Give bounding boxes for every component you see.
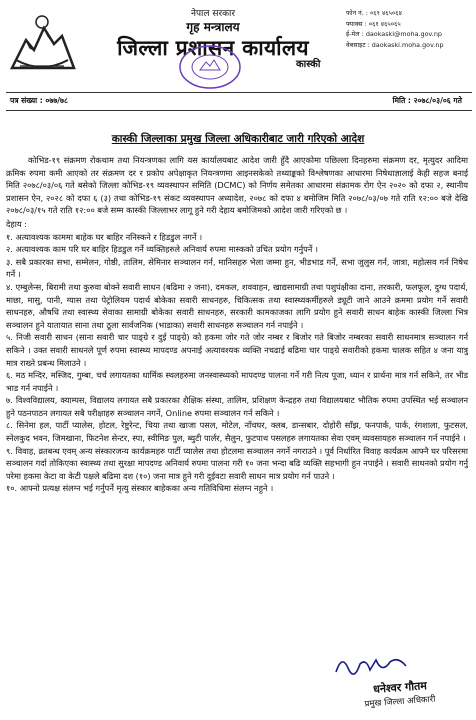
- order-item: ३. सबै प्रकारका सभा, सम्मेलन, गोष्ठी, तालिम, सेमिनार सञ्चालन गर्न, मानिसहरु भेला जम्मा हुन, भीडभाड गर्ने, सभा जुलुस गर्न, जात्रा, महोत्सव गर्न निषेध गर्ने ।: [6, 256, 468, 280]
- header-divider: [6, 92, 472, 93]
- order-item: ७. विश्वविद्यालय, क्याम्पस, विद्यालय लगायत सबै प्रकारका शैक्षिक संस्था, तालिम, प्रशिक्षण केन्द्रहरु तथा विद्यालयबाट भौतिक रुपमा उपस्थित भई सञ्चालन हुने पठनपाठन लगायत सबै परीक्षाहरु सञ्चालन नगर्ने, Online रुपमा सञ्चालन गर्न सकिने ।: [6, 395, 468, 418]
- order-item: ९. विवाह, व्रतबन्ध एवम् अन्य संस्कारजन्य कार्यक्रमहरु पार्टी प्यालेस तथा होटलमा सञ्चालन नगर्ने नगराउने । पूर्व निर्धारित विवाह कार्यक्रम आफ्नै घर परिसरमा सञ्चालन गर्दा तोकिएका स्वास्थ्य तथा सुरक्षा मापदण्ड अनिवार्य रुपमा पालना गरी १० जना भन्दा बढि व्यक्ति सहभागी हुन नपाईने । सवारी साधनको प्रयोग गर्नु परेमा हकमा केटा वा केटी पक्षले बढिमा दश (१०) जना मात्र हुने गरी दुईवटा सवारी साधन मात्र प्रयोग गर्न पाउने ।: [6, 445, 468, 481]
- order-item: २. अत्यावश्यक काम परि घर बाहिर हिडडुल गर्ने व्यक्तिहरुले अनिवार्य रुपमा मास्कको उचित प्रयोग गर्नुपर्ने ।: [6, 244, 319, 255]
- order-item: ४. एम्बुलेन्स, बिरामी तथा कुरुवा बोक्ने सवारी साधन (बढिमा २ जना), दमकल, शववाहन, खाद्यसामाग्री तथा पशुपंक्षीका दाना, तरकारी, फलफूल, दुग्ध पदार्थ, माछा, मासु, पानी, ग्यास तथा पेट्रोलियम पदार्थ बोकेका सवारी साधनहरु, चिकित्सक तथा स्वास्थ्यकर्मीहरुले ड्यूटी जाने आउने क्रममा प्रयोग गर्ने सवारी साधनहरु, औषधि तथा स्वास्थ्य सेवाका सामाग्री बोकेका सवारी साधनहरु, सरकारी कामकाजका लागि प्रयोग हुने सवारी साधन बाहेक कास्की जिल्ला भित्र सञ्चालन हुने यातायात साना तथा ठूला सार्वजनिक (भाडाका) सवारी साधनहरु सञ्चालन गर्न नपाईने ।: [6, 281, 468, 330]
- district-name: कास्की: [296, 59, 321, 70]
- order-body: [6, 154, 468, 495]
- signatory-designation: प्रमुख जिल्ला अधिकारी: [364, 694, 436, 710]
- website-address[interactable]: वेबसाइट : daokaski.moha.gov.np: [346, 40, 444, 49]
- contact-block: [346, 8, 474, 50]
- fax-number: फ्याक्स : ०६१ ४६५०६५: [346, 19, 401, 28]
- nepal-emblem-icon: [6, 10, 78, 74]
- reference-number: पत्र संख्या : ०७७/७८: [10, 96, 68, 105]
- order-item: १. अत्यावश्यक काममा बाहेक घर बाहिर ननिस्कने र हिडडुल नगर्ने ।: [6, 231, 203, 242]
- order-item: १०. आफ्नो प्रत्यक्ष संलग्न भई गर्नुपर्ने मृत्यु संस्कार बाहेकका अन्य गतिविधिमा संलग्न नहुने ।: [6, 483, 274, 494]
- ministry-name: गृह मन्त्रालय: [186, 20, 240, 34]
- order-item: ६. मठ मन्दिर, मस्जिद, गुम्बा, चर्च लगायतका धार्मिक स्थलहरुमा जनस्वास्थ्यको मापदण्ड पालना गर्ने गरी नित्य पूजा, ध्यान र प्रार्थना मात्र गर्न सकिने, तर भीड भाड गर्न नपाईने ।: [6, 370, 468, 393]
- email-address[interactable]: ई-मेल : daokaski@moha.gov.np: [346, 30, 442, 39]
- order-item: ५. निजी सवारी साधन (साना सवारी चार पाङ्ग्रे र दुई पाङ्ग्रे) को हकमा जोर गते जोर नम्बर र बिजोर गते बिजोर नम्बरका सवारी साधनमात्र सञ्चालन गर्न सकिने । उक्त सवारी साधनले पूर्ण रुपमा स्वास्थ्य मापदण्ड अपनाई अत्यावश्यक व्यक्ति नचढाई बढिमा चार पाङ्ग्रे सवारीको हकमा चालक सहित ४ जना यात्रु मात्र राख्ने प्रबन्ध मिलाउने ।: [6, 332, 468, 368]
- phone-number: फोन नं. : ०६१ ४६५०६४: [346, 9, 402, 17]
- office-name: जिल्ला प्रशासन कार्यालय: [117, 36, 309, 60]
- meta-divider: [6, 110, 472, 111]
- order-intro: कोभिड-१९ संक्रमण रोकथाम तथा नियन्त्रणका लागि यस कार्यालयबाट आदेश जारी हुँदै आएकोमा पछिल्ला दिनहरुमा संक्रमण दर, मृत्युदर आदिमा क्रमिक रुपमा कमी आएको तर संक्रमण दर र प्रकोप अपेक्षाकृत नियन्त्रणमा आइनसकेको तथ्याङ्कको विश्लेषणका आधारमा निषेधाज्ञालाई केही सहज बनाई मिति २०७८/०३/०६ गते बसेको जिल्ला कोभिड-१९ व्यवस्थापन समिति (DCMC) को निर्णय समेतका आधारमा संक्रामक रोग ऐन २०२० को दफा २, स्थानीय प्रशासन ऐन, २०२८ को दफा ६ (३) तथा कोभिड-१९ संकट व्यवस्थापन अध्यादेश, २०७८ को दफा ४ बमोजिम मिति २०७८/०३/०७ गते राति १२:०० बजे देखि २०७८/०३/१५ गते राति १२:०० बजे सम्म कास्की जिल्लाभर लागू हुने गरी देहाय बमोजिमको आदेश जारी गरिएको छ ।: [6, 155, 468, 216]
- office-stamp: [178, 44, 242, 90]
- letter-date: मिति : २०७८/०३/०६ गते: [392, 96, 462, 105]
- order-item: ८. सिनेमा हल, पार्टी प्यालेस, होटल, रेष्टुरेन्ट, चिया तथा खाजा पसल, मोटेल, नाँचघर, क्लब, डान्सबार, दोहोरी साँझ, फनपार्क, पार्क, रंगशाला, फुटसल, स्नेलकुद भवन, जिमखाना, फिटनेश सेन्टर, स्पा, स्वीमिङ पुल, ब्युटी पार्लर, सैलुन, फुटपाथ पसलहरु लगायतका सेवा एवम् व्यवसायहरु सञ्चालन गर्न नपाईने ।: [6, 420, 468, 444]
- signatory-name: धनेश्वर गौतम: [372, 679, 428, 696]
- order-title: कास्की जिल्लाका प्रमुख जिल्ला अधिकारीबाट जारी गरिएको आदेश: [111, 133, 365, 145]
- list-heading: देहाय :: [6, 218, 27, 229]
- handwritten-signature: [332, 650, 412, 680]
- government-name: नेपाल सरकार: [190, 9, 236, 19]
